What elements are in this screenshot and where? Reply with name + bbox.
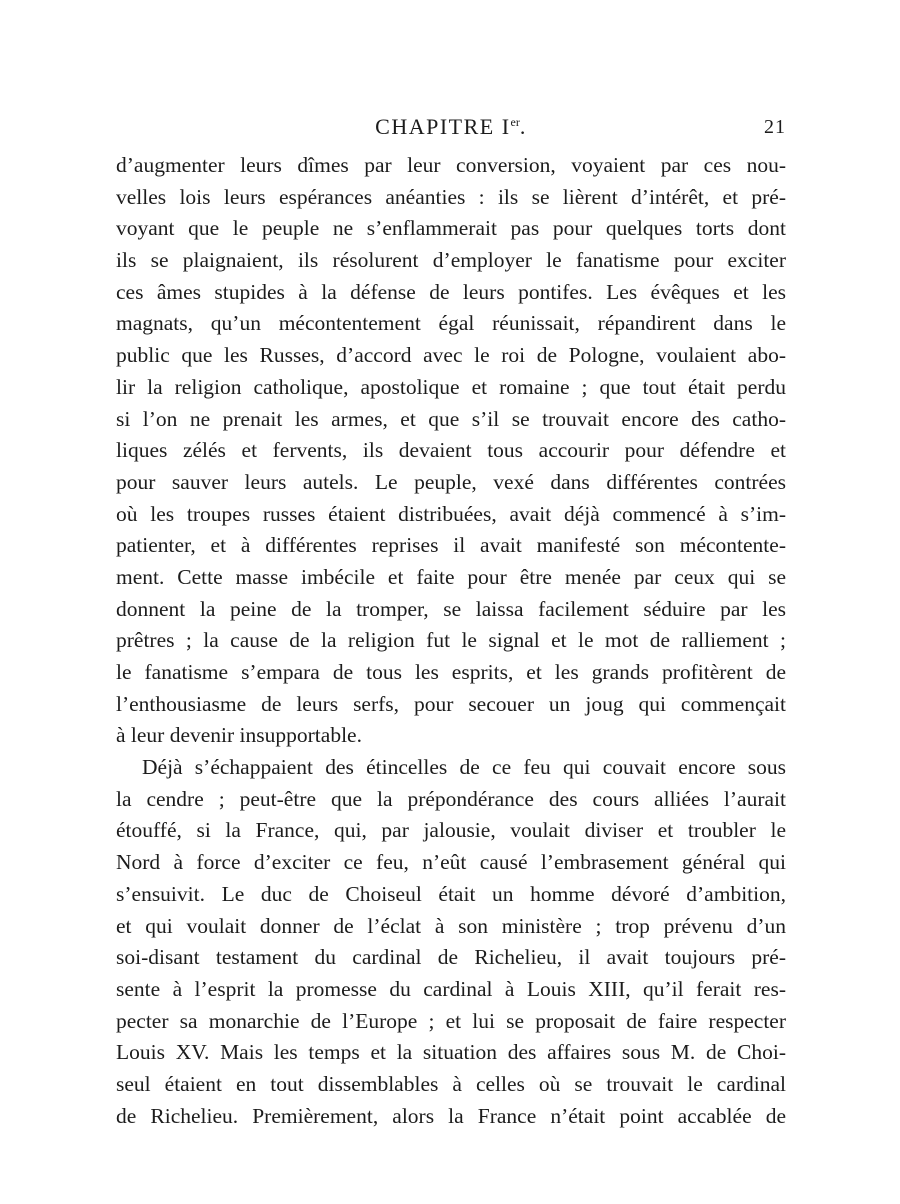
page-number: 21 [764, 116, 786, 138]
text-line: pour sauver leurs autels. Le peuple, vexé dans différentes contrées [116, 469, 786, 494]
text-line: soi-disant testament du cardinal de Richelieu, il avait toujours pré- [116, 945, 786, 970]
text-line: étouffé, si la France, qui, par jalousie, voulait diviser et troubler le [116, 818, 786, 843]
text-line: patienter, et à différentes reprises il avait manifesté son mécontente- [116, 533, 786, 558]
text-line: Louis XV. Mais les temps et la situation des affaires sous M. de Choi- [116, 1040, 786, 1065]
text-line: ment. Cette masse imbécile et faite pour être menée par ceux qui se [116, 564, 786, 589]
running-head [116, 112, 786, 142]
text-line: donnent la peine de la tromper, se laissa facilement séduire par les [116, 596, 786, 621]
text-line: magnats, qu’un mécontentement égal réunissait, répandirent dans le [116, 311, 786, 336]
text-line: si l’on ne prenait les armes, et que s’il se trouvait encore des catho- [116, 406, 786, 431]
text-line: s’ensuivit. Le duc de Choiseul était un homme dévoré d’ambition, [116, 881, 786, 906]
text-line: liques zélés et fervents, ils devaient tous accourir pour défendre et [116, 438, 786, 463]
text-line: voyant que le peuple ne s’enflammerait pas pour quelques torts dont [116, 216, 786, 241]
body-text [116, 150, 786, 1132]
chapter-title-period: . [519, 114, 527, 139]
text-line: à leur devenir insupportable. [116, 723, 362, 748]
text-line: lir la religion catholique, apostolique et romaine ; que tout était perdu [116, 374, 786, 399]
chapter-title-text: CHAPITRE I [375, 114, 511, 139]
paragraph [116, 150, 786, 752]
paragraph [116, 752, 786, 1132]
chapter-title-superscript: er [510, 115, 520, 129]
text-line: d’augmenter leurs dîmes par leur conversion, voyaient par ces nou- [116, 153, 786, 177]
text-line: public que les Russes, d’accord avec le roi de Pologne, voulaient abo- [116, 343, 786, 368]
text-line: Nord à force d’exciter ce feu, n’eût causé l’embrasement général qui [116, 850, 786, 875]
text-line: le fanatisme s’empara de tous les esprits, et les grands profitèrent de [116, 660, 786, 684]
text-line: où les troupes russes étaient distribuées, avait déjà commencé à s’im- [116, 501, 786, 526]
text-line: sente à l’esprit la promesse du cardinal à Louis XIII, qu’il ferait res- [116, 976, 786, 1001]
text-line: pecter sa monarchie de l’Europe ; et lui se proposait de faire respecter [116, 1008, 786, 1033]
text-line: et qui voulait donner de l’éclat à son ministère ; trop prévenu d’un [116, 913, 786, 938]
text-line: ils se plaignaient, ils résolurent d’employer le fanatisme pour exciter [116, 248, 786, 273]
text-line: Déjà s’échappaient des étincelles de ce feu qui couvait encore sous [142, 755, 786, 780]
text-line: seul étaient en tout dissemblables à celles où se trouvait le cardinal [116, 1071, 786, 1096]
text-line: prêtres ; la cause de la religion fut le signal et le mot de ralliement ; [116, 628, 786, 653]
text-line: la cendre ; peut-être que la prépondérance des cours alliées l’aurait [116, 786, 786, 811]
text-line: ces âmes stupides à la défense de leurs pontifes. Les évêques et les [116, 279, 786, 304]
text-line: de Richelieu. Premièrement, alors la France n’était point accablée de [116, 1103, 786, 1128]
text-line: l’enthousiasme de leurs serfs, pour secouer un joug qui commençait [116, 691, 786, 716]
text-line: velles lois leurs espérances anéanties : ils se lièrent d’intérêt, et pré- [116, 184, 786, 209]
chapter-title [116, 112, 786, 142]
